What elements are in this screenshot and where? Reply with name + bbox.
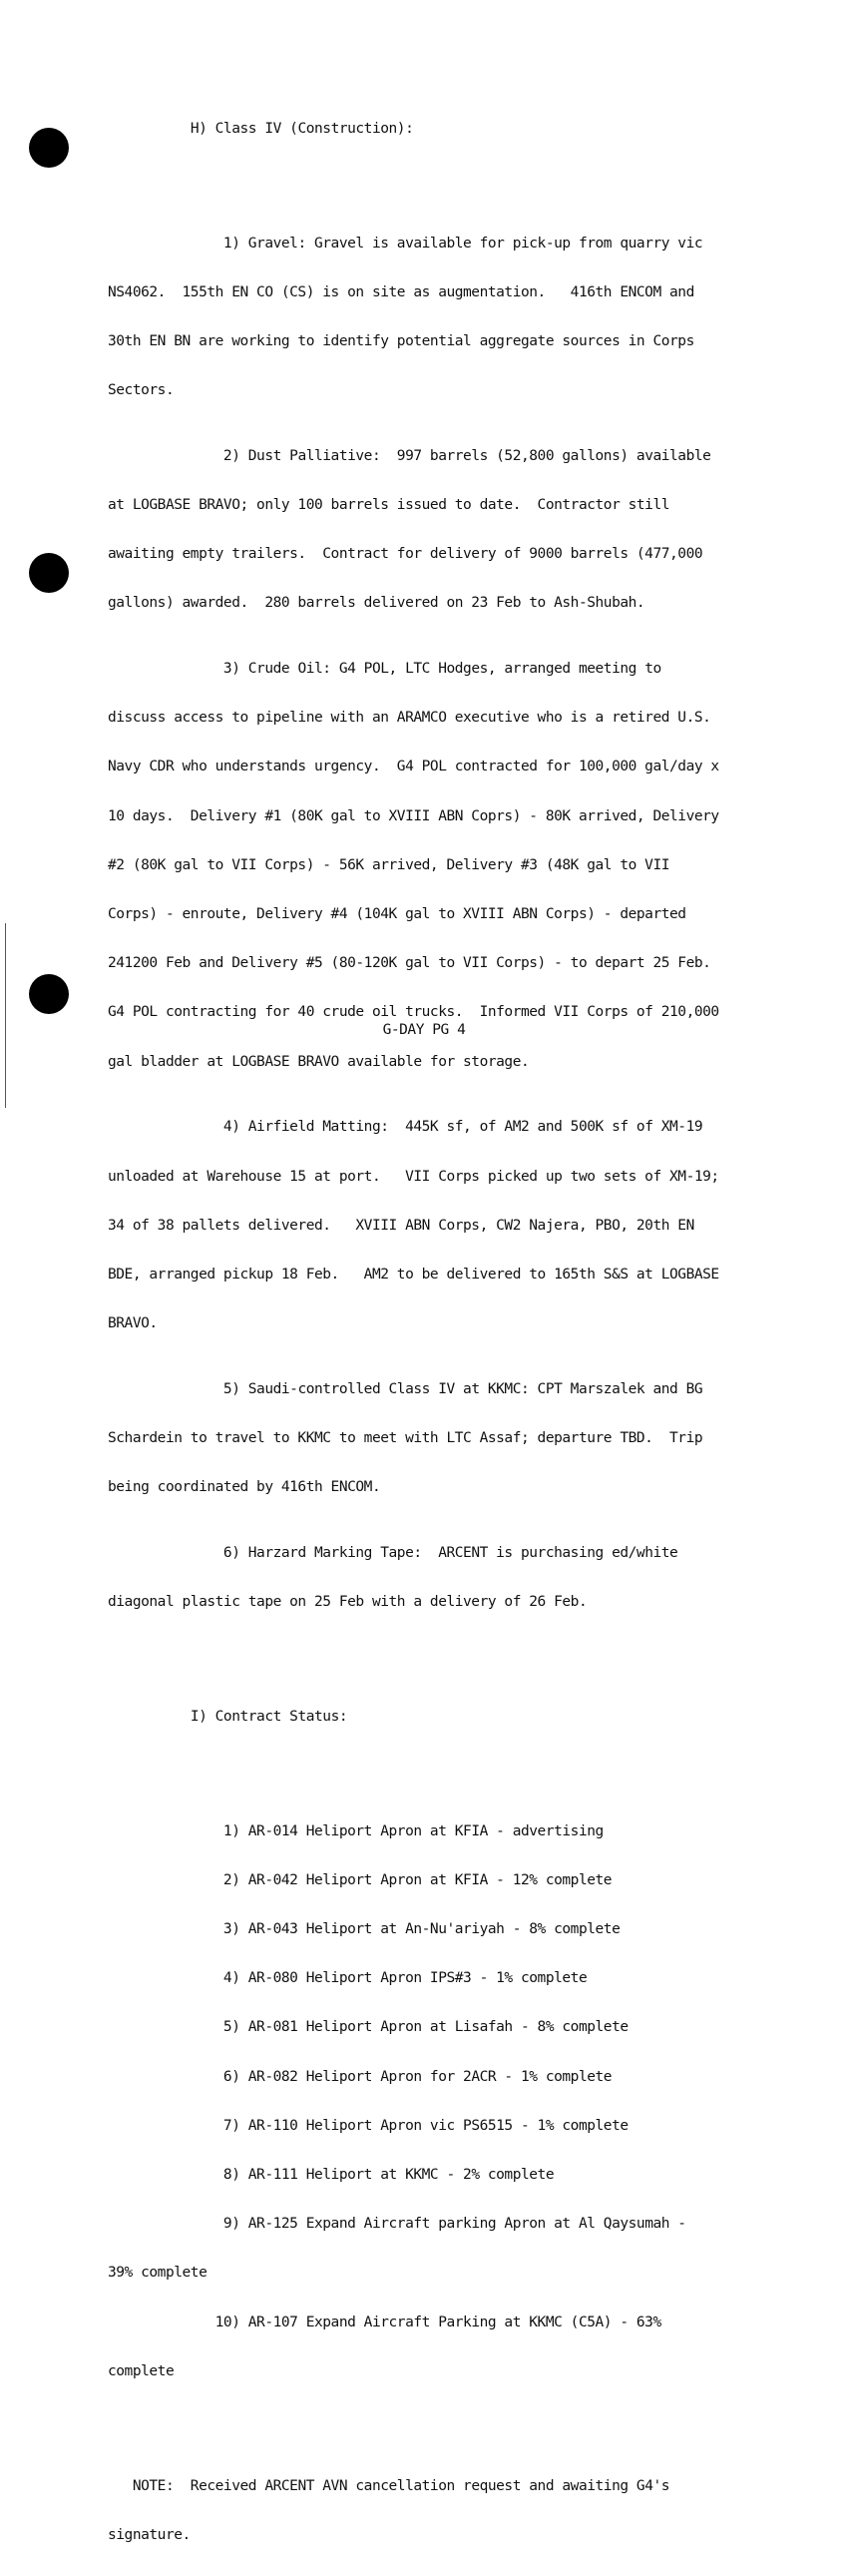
item-h1-text-1: 1) Gravel: Gravel is available for pick-up from quarry vic xyxy=(222,235,703,252)
spacer xyxy=(108,1758,746,1774)
contract-text: 5) AR-081 Heliport Apron at Lisafah - 8% complete xyxy=(222,2019,629,2036)
contract-row xyxy=(108,2069,746,2085)
item-h4-text-3: 34 of 38 pallets delivered. XVIII ABN Corps, CW2 Najera, PBO, 20th EN xyxy=(108,1217,694,1234)
contract-row xyxy=(108,2019,746,2035)
contract-text: 1) AR-014 Heliport Apron at KFIA - advertising xyxy=(222,1822,604,1839)
section-i-heading-text: I) Contract Status: xyxy=(190,1708,348,1725)
contract-row xyxy=(108,1872,746,1888)
contract-row xyxy=(108,2216,746,2232)
document-body xyxy=(108,88,746,2576)
contract-text: 8) AR-111 Heliport at KKMC - 2% complete xyxy=(222,2166,555,2183)
contract-row xyxy=(108,1823,746,1839)
contract-text: 4) AR-080 Heliport Apron IPS#3 - 1% complete xyxy=(222,1970,588,1987)
item-h5-text-1: 5) Saudi-controlled Class IV at KKMC: CPT Marszalek and BG xyxy=(222,1380,703,1397)
item-h1-text-2: NS4062. 155th EN CO (CS) is on site as augmentation. 416th ENCOM and xyxy=(108,283,694,300)
spacer xyxy=(108,1660,746,1676)
item-h3-text-6: Corps) - enroute, Delivery #4 (104K gal to XVIII ABN Corps) - departed xyxy=(108,906,686,923)
note-line-1 xyxy=(108,2478,746,2494)
contract-row xyxy=(108,1970,746,1986)
item-h4-text-5: BRAVO. xyxy=(108,1315,158,1332)
scan-edge-line xyxy=(5,923,6,1108)
punch-hole-middle xyxy=(29,553,69,593)
punch-hole-bottom xyxy=(29,974,69,1014)
item-h3-text-4: 10 days. Delivery #1 (80K gal to XVIII ABN Coprs) - 80K arrived, Delivery xyxy=(108,807,719,824)
item-h2-line-1 xyxy=(108,448,746,464)
item-h4-text-1: 4) Airfield Matting: 445K sf, of AM2 and 500K sf of XM-19 xyxy=(222,1119,703,1136)
item-h3-text-3: Navy CDR who understands urgency. G4 POL contracted for 100,000 gal/day x xyxy=(108,759,719,775)
section-h-heading-text: H) Class IV (Construction): xyxy=(190,120,414,137)
contract-row xyxy=(108,2167,746,2183)
contract-text: 6) AR-082 Heliport Apron for 2ACR - 1% complete xyxy=(222,2068,613,2085)
note-text-2: signature. xyxy=(108,2526,191,2543)
item-h3-text-1: 3) Crude Oil: G4 POL, LTC Hodges, arranged meeting to xyxy=(222,661,661,678)
contract-text-continued: complete xyxy=(108,2362,175,2379)
item-h1-text-3: 30th EN BN are working to identify potential aggregate sources in Corps xyxy=(108,333,694,350)
item-h3-text-7: 241200 Feb and Delivery #5 (80-120K gal to VII Corps) - to depart 25 Feb. xyxy=(108,955,711,972)
contract-text: 3) AR-043 Heliport at An-Nu'ariyah - 8% complete xyxy=(222,1920,621,1937)
item-h5-text-2: Schardein to travel to KKMC to meet with LTC Assaf; departure TBD. Trip xyxy=(108,1429,703,1446)
item-h3-line-1 xyxy=(108,661,746,677)
item-h1-text-4: Sectors. xyxy=(108,382,175,399)
item-h2-text-1: 2) Dust Palliative: 997 barrels (52,800 gallons) available xyxy=(222,447,711,464)
contract-text: 10) AR-107 Expand Aircraft Parking at KKMC (C5A) - 63% xyxy=(214,2314,661,2330)
item-h2-text-3: awaiting empty trailers. Contract for delivery of 9000 barrels (477,000 xyxy=(108,546,703,563)
spacer xyxy=(108,170,746,186)
item-h4-text-2: unloaded at Warehouse 15 at port. VII Corps picked up two sets of XM-19; xyxy=(108,1168,719,1185)
contract-row xyxy=(108,1921,746,1937)
contract-text: 2) AR-042 Heliport Apron at KFIA - 12% complete xyxy=(222,1871,613,1888)
item-h4-text-4: BDE, arranged pickup 18 Feb. AM2 to be delivered to 165th S&S at LOGBASE xyxy=(108,1266,719,1283)
item-h5-text-3: being coordinated by 416th ENCOM. xyxy=(108,1479,381,1496)
item-h2-text-2: at LOGBASE BRAVO; only 100 barrels issued to date. Contractor still xyxy=(108,497,670,514)
punch-hole-top xyxy=(29,128,69,168)
item-h3-text-9: gal bladder at LOGBASE BRAVO available for storage. xyxy=(108,1053,530,1070)
item-h6-text-1: 6) Harzard Marking Tape: ARCENT is purchasing ed/white xyxy=(222,1544,678,1561)
item-h4-line-1 xyxy=(108,1119,746,1135)
item-h3-text-2: discuss access to pipeline with an ARAMCO executive who is a retired U.S. xyxy=(108,710,711,727)
item-h5-line-1 xyxy=(108,1381,746,1397)
contract-text-continued: 39% complete xyxy=(108,2265,208,2282)
spacer xyxy=(108,2428,746,2444)
item-h2-text-4: gallons) awarded. 280 barrels delivered on 23 Feb to Ash-Shubah. xyxy=(108,595,645,612)
note-text-1: NOTE: Received ARCENT AVN cancellation request and awaiting G4's xyxy=(132,2477,670,2494)
contract-row xyxy=(108,2118,746,2134)
contract-row xyxy=(108,2315,746,2330)
contract-text: 7) AR-110 Heliport Apron vic PS6515 - 1% complete xyxy=(222,2117,629,2134)
item-h6-line-1 xyxy=(108,1545,746,1561)
contract-text: 9) AR-125 Expand Aircraft parking Apron at Al Qaysumah - xyxy=(222,2216,686,2233)
section-i-heading xyxy=(108,1709,746,1725)
item-h3-text-5: #2 (80K gal to VII Corps) - 56K arrived, Delivery #3 (48K gal to VII xyxy=(108,856,670,873)
page-footer: G-DAY PG 4 xyxy=(382,1022,466,1038)
item-h6-text-2: diagonal plastic tape on 25 Feb with a delivery of 26 Feb. xyxy=(108,1593,588,1610)
item-h3-text-8: G4 POL contracting for 40 crude oil trucks. Informed VII Corps of 210,000 xyxy=(108,1004,719,1021)
section-h-heading xyxy=(108,121,746,137)
item-h1-line-1 xyxy=(108,236,746,252)
